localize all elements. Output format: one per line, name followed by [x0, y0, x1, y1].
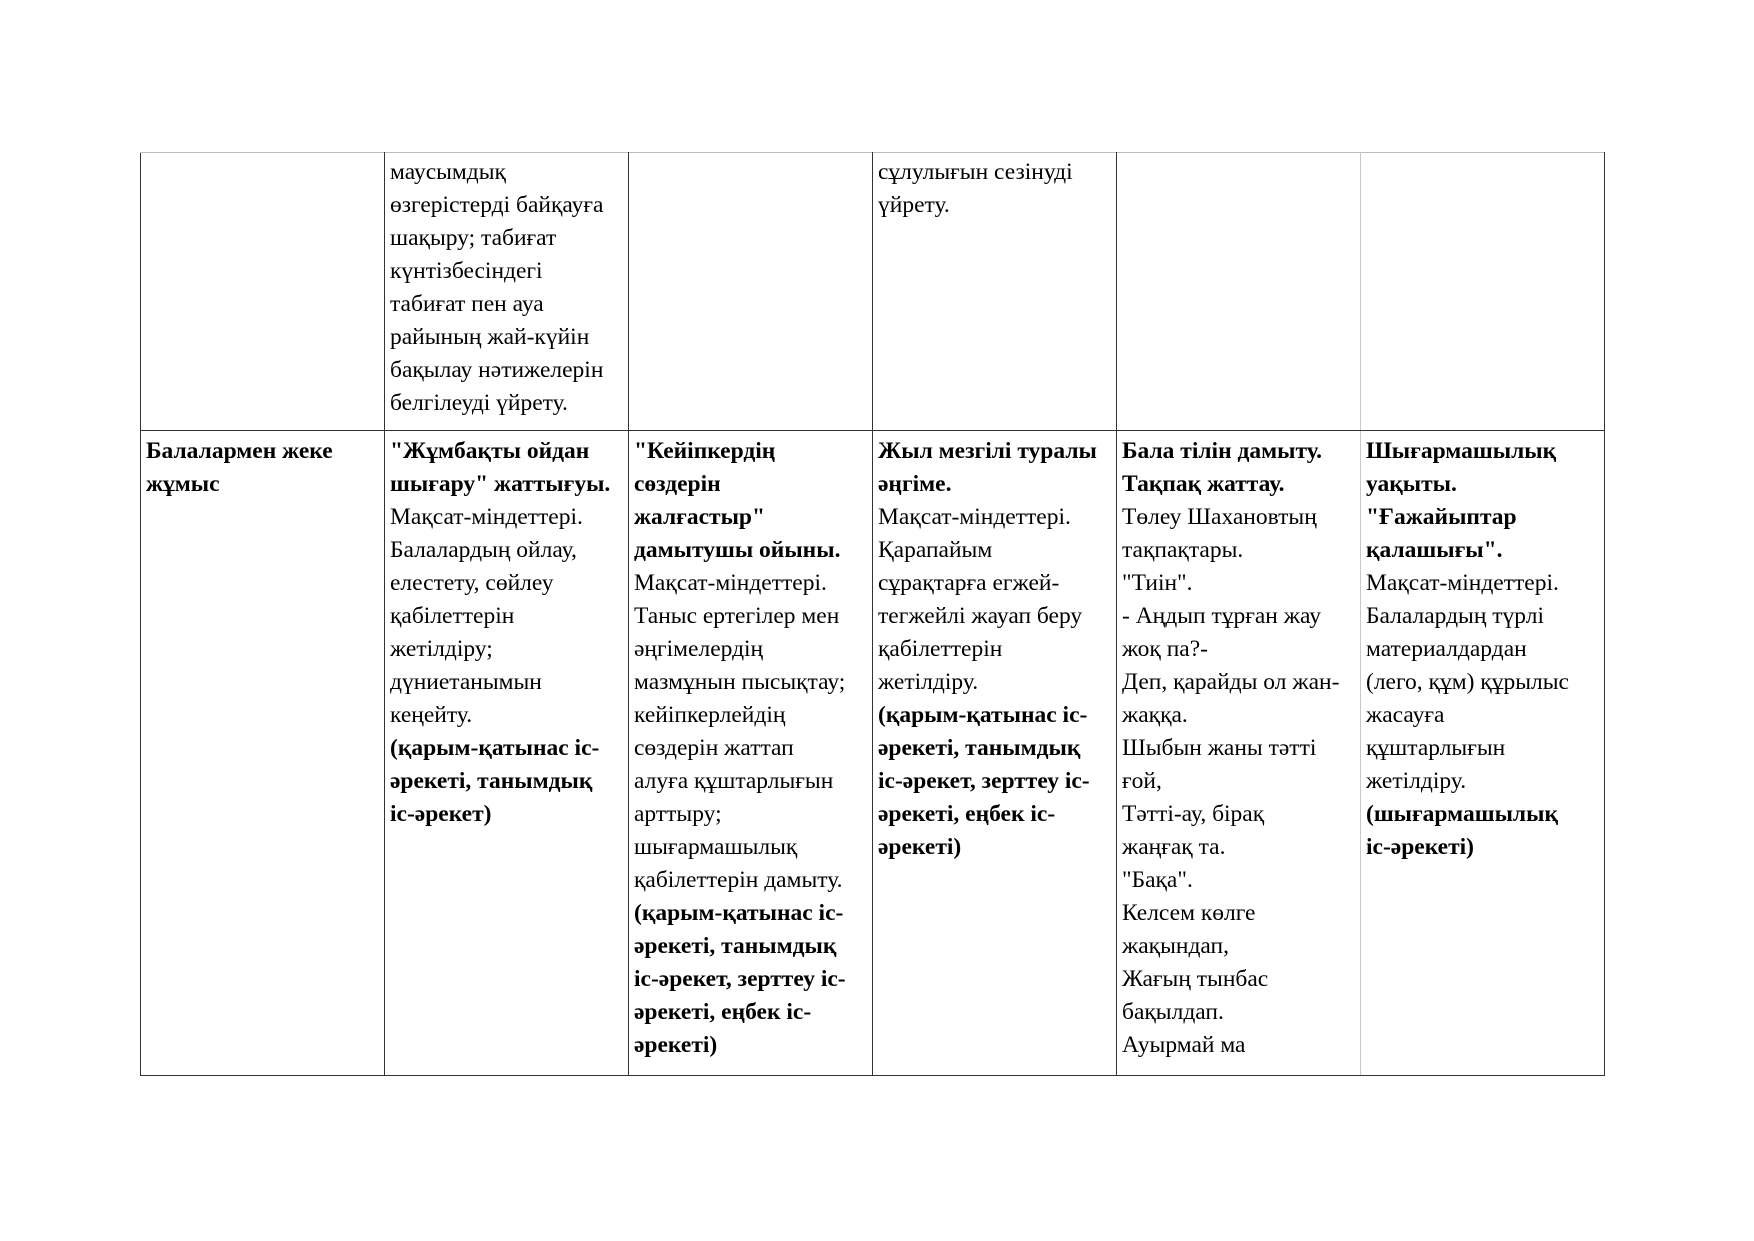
- plan-table: [140, 152, 1605, 1076]
- cell-row2-col6: [1361, 431, 1605, 1076]
- cell-text-line: Тақпақ жаттау.: [1122, 471, 1285, 497]
- table-row-continued: [141, 153, 1605, 431]
- cell-text-line: кейіпкерлейдің: [634, 702, 786, 728]
- cell-text-line: Шыбын жаны тәтті: [1122, 735, 1317, 761]
- cell-text-line: әрекеті, танымдық: [634, 933, 837, 959]
- cell-text-line: "Тиін".: [1122, 570, 1193, 596]
- cell-text-line: әңгіме.: [878, 471, 952, 497]
- cell-row2-col3: [629, 431, 873, 1076]
- cell-text-line: қабілеттерін дамыту.: [634, 867, 843, 893]
- cell-text-line: жетілдіру.: [878, 669, 979, 695]
- cell-row1-col1: [141, 153, 385, 431]
- cell-text-line: жақындап,: [1122, 933, 1229, 959]
- cell-text-line: жетілдіру;: [390, 636, 493, 662]
- cell-text-line: әрекеті, еңбек іс-: [878, 801, 1056, 827]
- cell-text-line: қалашығы".: [1366, 537, 1503, 563]
- cell-text-line: дамытушы ойыны.: [634, 537, 841, 563]
- cell-text-line: жетілдіру.: [1366, 768, 1467, 794]
- cell-text-line: сұлулығын сезінуді: [878, 159, 1073, 185]
- cell-text-line: Мақсат-міндеттері.: [878, 504, 1071, 530]
- cell-text-line: сұрақтарға егжей-: [878, 570, 1060, 596]
- cell-text-line: "Кейіпкердің: [634, 438, 776, 464]
- cell-text-line: әңгімелердің: [634, 636, 764, 662]
- cell-text-line: Келсем көлге: [1122, 900, 1256, 926]
- cell-text-line: алуға құштарлығын: [634, 768, 834, 794]
- cell-text-line: өзгерістерді байқауға: [390, 192, 604, 218]
- cell-row2-col2: [385, 431, 629, 1076]
- cell-text-line: Ауырмай ма: [1122, 1032, 1246, 1058]
- cell-row1-col5: [1117, 153, 1361, 431]
- cell-text-line: Төлеу Шахановтың: [1122, 504, 1317, 530]
- cell-text-line: Жағың тынбас: [1122, 966, 1269, 992]
- cell-text-line: Мақсат-міндеттері.: [1366, 570, 1559, 596]
- cell-text-line: табиғат пен ауа: [390, 291, 544, 317]
- cell-text-line: Балалардың түрлі: [1366, 603, 1545, 629]
- cell-text-line: жасауға: [1366, 702, 1445, 728]
- cell-text-line: Деп, қарайды ол жан-: [1122, 669, 1340, 695]
- cell-text-line: шығару" жаттығуы.: [390, 471, 611, 497]
- cell-text-line: әрекеті, танымдық: [878, 735, 1081, 761]
- cell-text-line: жоқ па?-: [1122, 636, 1208, 662]
- cell-row2-col1-activity-name: [141, 431, 385, 1076]
- cell-text-line: Мақсат-міндеттері.: [634, 570, 827, 596]
- cell-text-line: (шығармашылық: [1366, 801, 1559, 827]
- cell-text-line: іс-әрекеті): [1366, 834, 1474, 860]
- cell-text-line: сөздерін жаттап: [634, 735, 794, 761]
- cell-text-line: құштарлығын: [1366, 735, 1506, 761]
- cell-text-line: Жыл мезгілі туралы: [878, 438, 1097, 464]
- cell-text-line: тақпақтары.: [1122, 537, 1244, 563]
- cell-text-line: тегжейлі жауап беру: [878, 603, 1083, 629]
- cell-text-line: қабілеттерін: [878, 636, 1003, 662]
- cell-text-line: шақыру; табиғат: [390, 225, 557, 251]
- cell-text-line: әрекеті): [634, 1032, 718, 1058]
- cell-text-line: үйрету.: [878, 192, 950, 218]
- cell-text-line: (қарым-қатынас іс-: [634, 900, 844, 926]
- cell-row1-col4: [873, 153, 1117, 431]
- cell-text-line: кеңейту.: [390, 702, 473, 728]
- cell-text-line: (қарым-қатынас іс-: [878, 702, 1088, 728]
- cell-text-line: әрекеті): [878, 834, 962, 860]
- cell-text-line: Тәтті-ау, бірақ: [1122, 801, 1265, 827]
- cell-text-line: дүниетанымын: [390, 669, 542, 695]
- cell-text-line: - Аңдып тұрған жау: [1122, 603, 1321, 629]
- cell-text-line: Балалармен жеке: [146, 438, 333, 464]
- cell-text-line: Шығармашылық: [1366, 438, 1557, 464]
- cell-text-line: "Бақа".: [1122, 867, 1193, 893]
- cell-text-line: белгілеуді үйрету.: [390, 390, 568, 416]
- cell-row1-col3: [629, 153, 873, 431]
- cell-text-line: (қарым-қатынас іс-: [390, 735, 600, 761]
- table-row-individual-work: [141, 431, 1605, 1076]
- cell-row1-col6: [1361, 153, 1605, 431]
- cell-text-line: материалдардан: [1366, 636, 1527, 662]
- cell-text-line: райының жай-күйін: [390, 324, 590, 350]
- cell-text-line: елестету, сөйлеу: [390, 570, 554, 596]
- cell-text-line: жаңғақ та.: [1122, 834, 1226, 860]
- cell-text-line: іс-әрекет, зерттеу іс-: [634, 966, 846, 992]
- cell-text-line: бақылау нәтижелерін: [390, 357, 604, 383]
- cell-text-line: жалғастыр": [634, 504, 766, 530]
- cell-row2-col5: [1117, 431, 1361, 1076]
- cell-text-line: Бала тілін дамыту.: [1122, 438, 1323, 464]
- cell-text-line: күнтізбесіндегі: [390, 258, 543, 284]
- cell-text-line: Қарапайым: [878, 537, 993, 563]
- cell-row2-col4: [873, 431, 1117, 1076]
- cell-text-line: әрекеті, танымдық: [390, 768, 593, 794]
- cell-text-line: Мақсат-міндеттері.: [390, 504, 583, 530]
- cell-text-line: "Жұмбақты ойдан: [390, 438, 590, 464]
- cell-text-line: қабілеттерін: [390, 603, 515, 629]
- cell-text-line: іс-әрекет, зерттеу іс-: [878, 768, 1090, 794]
- cell-text-line: уақыты.: [1366, 471, 1457, 497]
- cell-text-line: Балалардың ойлау,: [390, 537, 577, 563]
- cell-text-line: "Ғажайыптар: [1366, 504, 1517, 530]
- cell-text-line: сөздерін: [634, 471, 721, 497]
- cell-text-line: бақылдап.: [1122, 999, 1224, 1025]
- cell-text-line: жұмыс: [146, 471, 220, 497]
- cell-text-line: арттыру;: [634, 801, 722, 827]
- cell-text-line: іс-әрекет): [390, 801, 492, 827]
- cell-text-line: Таныс ертегілер мен: [634, 603, 840, 629]
- cell-text-line: әрекеті, еңбек іс-: [634, 999, 812, 1025]
- cell-text-line: маусымдық: [390, 159, 506, 185]
- cell-row1-col2: [385, 153, 629, 431]
- cell-text-line: шығармашылық: [634, 834, 798, 860]
- cell-text-line: (лего, құм) құрылыс: [1366, 669, 1569, 695]
- cell-text-line: ғой,: [1122, 768, 1162, 794]
- cell-text-line: мазмұнын пысықтау;: [634, 669, 846, 695]
- cell-text-line: жаққа.: [1122, 702, 1188, 728]
